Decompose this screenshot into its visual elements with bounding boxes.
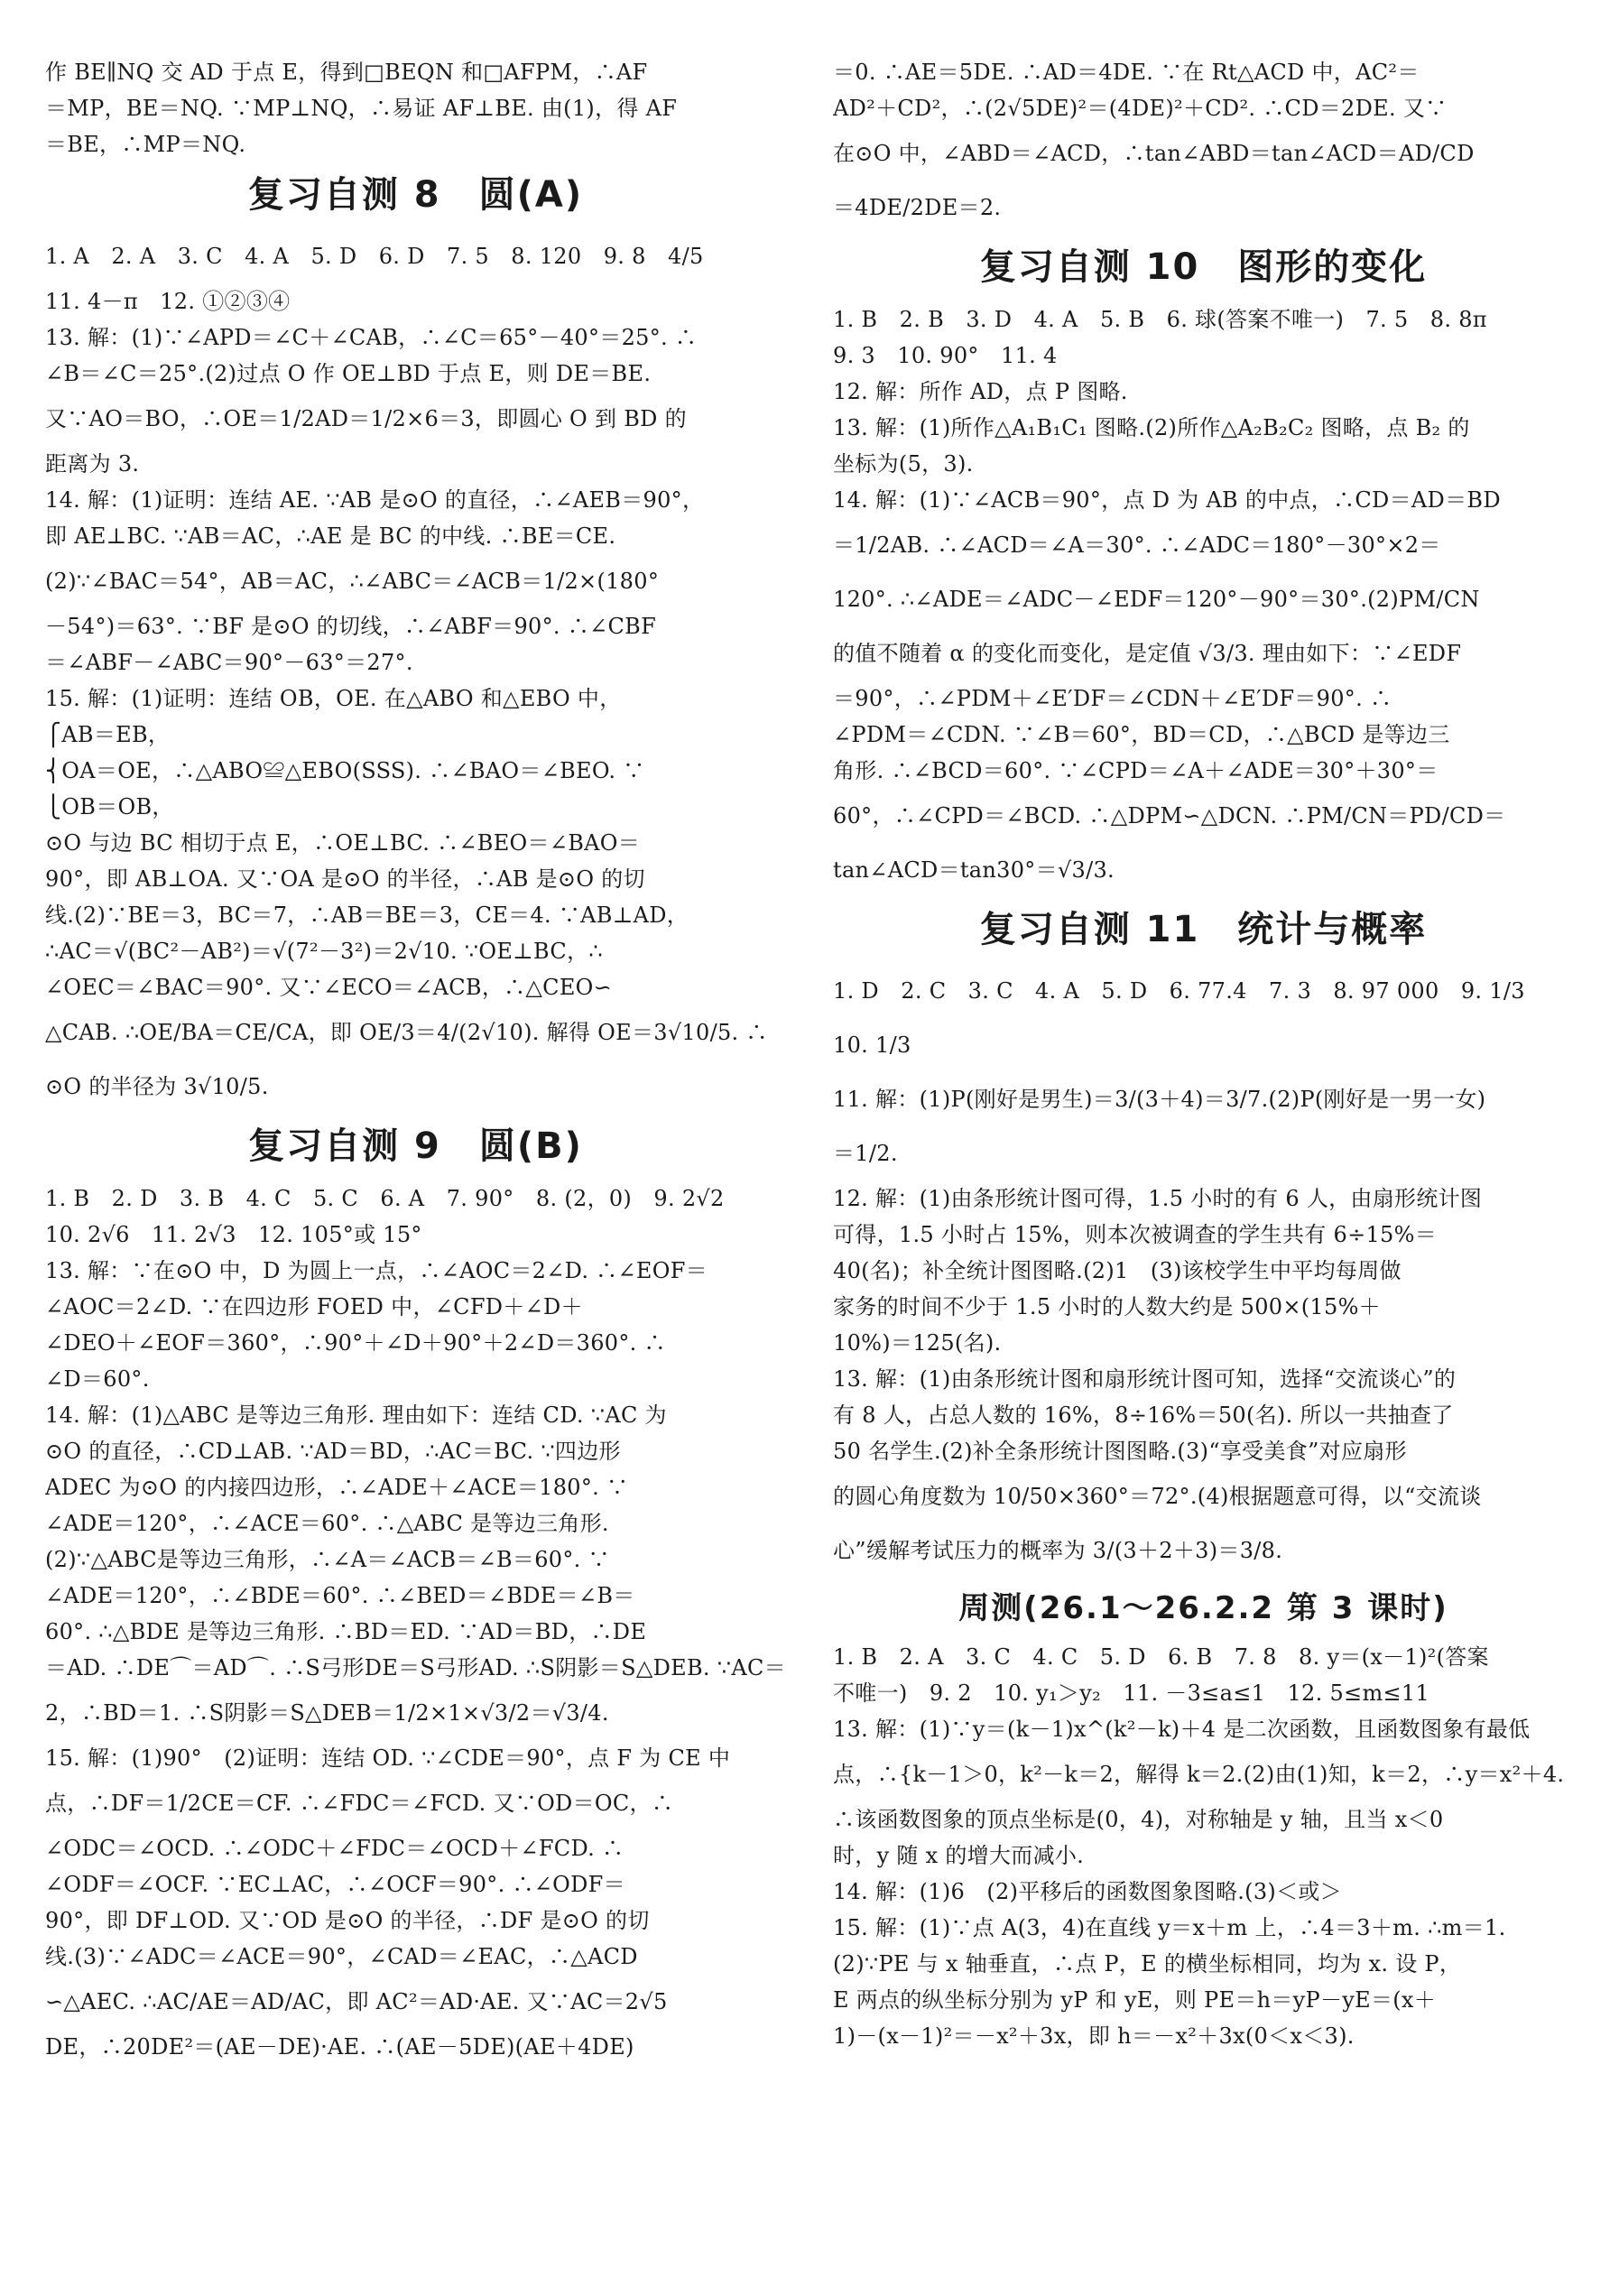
text-line: 坐标为(5，3). — [833, 451, 974, 477]
text-line: 14. 解：(1)∵∠ACB＝90°，点 D 为 AB 的中点，∴CD＝AD＝BD — [833, 487, 1501, 513]
text-line: 11. 解：(1)P(刚好是男生)＝3/(3＋4)＝3/7.(2)P(刚好是一男一女) — [833, 1087, 1486, 1112]
text-line: 即 AE⊥BC. ∵AB＝AC，∴AE 是 BC 的中线. ∴BE＝CE. — [45, 523, 616, 549]
text-line: ＝90°，∴∠PDM＋∠E′DF＝∠CDN＋∠E′DF＝90°. ∴ — [833, 686, 1392, 711]
left-column — [45, 54, 786, 2260]
text-line: 可得，1.5 小时占 15%，则本次被调查的学生共有 6÷15%＝ — [833, 1222, 1438, 1247]
text-line: ＝MP，BE＝NQ. ∵MP⊥NQ，∴易证 AF⊥BE. 由(1)，得 AF — [45, 96, 678, 121]
text-line: 在⊙O 中，∠ABD＝∠ACD，∴tan∠ABD＝tan∠ACD＝AD/CD — [833, 141, 1475, 166]
text-line: ∠ODC＝∠OCD. ∴∠ODC＋∠FDC＝∠OCD＋∠FCD. ∴ — [45, 1836, 624, 1861]
text-line: ＝1/2. — [833, 1141, 898, 1166]
text-line: 角形. ∴∠BCD＝60°. ∵∠CPD＝∠A＋∠ADE＝30°＋30°＝ — [833, 758, 1439, 783]
section-title: 复习自测 9 圆(B) — [248, 1125, 583, 1167]
section-title: 周测(26.1～26.2.2 第 3 课时) — [958, 1590, 1448, 1626]
text-line: (2)∵∠BAC＝54°，AB＝AC，∴∠ABC＝∠ACB＝1/2×(180° — [45, 569, 660, 594]
text-line: ＝∠ABF－∠ABC＝90°－63°＝27°. — [45, 650, 413, 675]
text-line: 14. 解：(1)6 (2)平移后的函数图象图略.(3)＜或＞ — [833, 1879, 1342, 1904]
text-line: 线.(2)∵BE＝3，BC＝7，∴AB＝BE＝3，CE＝4. ∵AB⊥AD， — [45, 903, 689, 928]
text-line: 的圆心角度数为 10/50×360°＝72°.(4)根据题意可得，以“交流谈 — [833, 1484, 1482, 1509]
text-line: ∠AOC＝2∠D. ∵在四边形 FOED 中，∠CFD＋∠D＋ — [45, 1294, 583, 1319]
section-title: 复习自测 8 圆(A) — [247, 174, 584, 216]
text-line: ∴该函数图象的顶点坐标是(0，4)，对称轴是 y 轴，且当 x＜0 — [833, 1807, 1444, 1832]
text-line: 50 名学生.(2)补全条形统计图图略.(3)“享受美食”对应扇形 — [833, 1439, 1407, 1464]
text-line: －54°)＝63°. ∵BF 是⊙O 的切线，∴∠ABF＝90°. ∴∠CBF — [45, 614, 657, 639]
text-line: ∠B＝∠C＝25°.(2)过点 O 作 OE⊥BD 于点 E，则 DE＝BE. — [45, 361, 652, 386]
section-title: 复习自测 11 统计与概率 — [979, 909, 1428, 950]
text-line: ⊙O 的半径为 3√10/5. — [45, 1074, 269, 1099]
text-line: ＝1/2AB. ∴∠ACD＝∠A＝30°. ∴∠ADC＝180°－30°×2＝ — [833, 532, 1441, 558]
text-line: 10. 1/3 — [833, 1032, 911, 1058]
text-line: 家务的时间不少于 1.5 小时的人数大约是 500×(15%＋ — [833, 1294, 1381, 1319]
text-line: 12. 解：(1)由条形统计图可得，1.5 小时的有 6 人，由扇形统计图 — [833, 1186, 1483, 1211]
text-line: 不唯一) 9. 2 10. y₁＞y₂ 11. －3≤a≤1 12. 5≤m≤11 — [833, 1680, 1430, 1706]
text-line: 线.(3)∵∠ADC＝∠ACE＝90°，∠CAD＝∠EAC，∴△ACD — [45, 1944, 638, 1969]
text-line: 90°，即 DF⊥OD. 又∵OD 是⊙O 的半径，∴DF 是⊙O 的切 — [45, 1908, 650, 1933]
text-line: ∠OEC＝∠BAC＝90°. 又∵∠ECO＝∠ACB，∴△CEO∽ — [45, 975, 613, 1000]
text-line: ⎩OB＝OB， — [45, 794, 174, 819]
text-line: 点，∴{k－1＞0，k²－k＝2，解得 k＝2.(2)由(1)知，k＝2，∴y＝x²＋4. — [833, 1762, 1565, 1787]
text-line: ⊙O 的直径，∴CD⊥AB. ∵AD＝BD，∴AC＝BC. ∵四边形 — [45, 1439, 621, 1464]
text-line: AD²＋CD²，∴(2√5DE)²＝(4DE)²＋CD². ∴CD＝2DE. 又∵ — [833, 96, 1448, 121]
text-line: 11. 4－π 12. ①②③④ — [45, 289, 291, 314]
text-line: ∠ADE＝120°，∴∠BDE＝60°. ∴∠BED＝∠BDE＝∠B＝ — [45, 1583, 635, 1608]
text-line: 1. D 2. C 3. C 4. A 5. D 6. 77.4 7. 3 8. 97 000 9. 1/3 — [833, 978, 1525, 1004]
text-line: ∽△AEC. ∴AC/AE＝AD/AC，即 AC²＝AD·AE. 又∵AC＝2√5 — [45, 1989, 668, 2014]
text-line: 时，y 随 x 的增大而减小. — [833, 1843, 1085, 1868]
text-line: ∠ODF＝∠OCF. ∵EC⊥AC，∴∠OCF＝90°. ∴∠ODF＝ — [45, 1872, 625, 1897]
text-line: tan∠ACD＝tan30°＝√3/3. — [833, 857, 1115, 883]
text-line: ⎧AB＝EB， — [45, 722, 171, 747]
text-line: ＝BE，∴MP＝NQ. — [45, 132, 246, 157]
text-line: 15. 解：(1)证明：连结 OB，OE. 在△ABO 和△EBO 中， — [45, 686, 622, 711]
text-line: (2)∵PE 与 x 轴垂直，∴点 P，E 的横坐标相同，均为 x. 设 P， — [833, 1951, 1462, 1977]
text-line: 13. 解：∵在⊙O 中，D 为圆上一点，∴∠AOC＝2∠D. ∴∠EOF＝ — [45, 1258, 708, 1283]
text-line: ⎨OA＝OE，∴△ABO≌△EBO(SSS). ∴∠BAO＝∠BEO. ∵ — [45, 758, 645, 783]
text-line: 又∵AO＝BO，∴OE＝1/2AD＝1/2×6＝3，即圆心 O 到 BD 的 — [45, 406, 687, 431]
text-line: ∠DEO＋∠EOF＝360°，∴90°＋∠D＋90°＋2∠D＝360°. ∴ — [45, 1330, 666, 1356]
text-line: 1. B 2. D 3. B 4. C 5. C 6. A 7. 90° 8. (2，0) 9. 2√2 — [45, 1186, 725, 1211]
text-line: 10%)＝125(名). — [833, 1330, 1002, 1356]
text-line: 1. B 2. A 3. C 4. C 5. D 6. B 7. 8 8. y＝(x－1)²(答案 — [833, 1644, 1489, 1670]
text-line: DE，∴20DE²＝(AE－DE)·AE. ∴(AE－5DE)(AE＋4DE) — [45, 2034, 634, 2060]
right-column — [833, 54, 1574, 2260]
text-line: 40(名)；补全统计图图略.(2)1 (3)该校学生中平均每周做 — [833, 1258, 1402, 1283]
text-line: 心”缓解考试压力的概率为 3/(3＋2＋3)＝3/8. — [833, 1538, 1283, 1563]
text-line: 2，∴BD＝1. ∴S阴影＝S△DEB＝1/2×1×√3/2＝√3/4. — [45, 1700, 609, 1726]
text-line: 13. 解：(1)所作△A₁B₁C₁ 图略.(2)所作△A₂B₂C₂ 图略，点 B₂ 的 — [833, 415, 1470, 440]
text-line: ∠PDM＝∠CDN. ∵∠B＝60°，BD＝CD，∴△BCD 是等边三 — [833, 722, 1450, 747]
text-line: 13. 解：(1)∵∠APD＝∠C＋∠CAB，∴∠C＝65°－40°＝25°. ∴ — [45, 325, 698, 350]
text-line: ∴AC＝√(BC²－AB²)＝√(7²－3²)＝2√10. ∵OE⊥BC，∴ — [45, 939, 603, 964]
text-line: 12. 解：所作 AD，点 P 图略. — [833, 379, 1128, 404]
text-line: ＝4DE/2DE＝2. — [833, 195, 1002, 220]
text-line: ＝0. ∴AE＝5DE. ∴AD＝4DE. ∵在 Rt△ACD 中，AC²＝ — [833, 60, 1420, 85]
text-line: 1. A 2. A 3. C 4. A 5. D 6. D 7. 5 8. 120 9. 8 4/5 — [45, 244, 704, 269]
text-line: △CAB. ∴OE/BA＝CE/CA，即 OE/3＝4/(2√10). 解得 OE＝3√10/5. ∴ — [45, 1020, 768, 1045]
text-line: 90°，即 AB⊥OA. 又∵OA 是⊙O 的半径，∴AB 是⊙O 的切 — [45, 866, 645, 892]
text-line: 有 8 人，占总人数的 16%，8÷16%＝50(名). 所以一共抽查了 — [833, 1403, 1454, 1428]
text-line: 60°. ∴△BDE 是等边三角形. ∴BD＝ED. ∵AD＝BD，∴DE — [45, 1619, 647, 1644]
text-line: 距离为 3. — [45, 451, 140, 477]
text-line: 点，∴DF＝1/2CE＝CF. ∴∠FDC＝∠FCD. 又∵OD＝OC，∴ — [45, 1791, 674, 1816]
text-line: 120°. ∴∠ADE＝∠ADC－∠EDF＝120°－90°＝30°.(2)PM/CN — [833, 587, 1480, 612]
text-line: ∠ADE＝120°，∴∠ACE＝60°. ∴△ABC 是等边三角形. — [45, 1511, 609, 1536]
text-line: 的值不随着 α 的变化而变化，是定值 √3/3. 理由如下：∵∠EDF — [833, 641, 1462, 666]
text-line: ⊙O 与边 BC 相切于点 E，∴OE⊥BC. ∴∠BEO＝∠BAO＝ — [45, 830, 641, 856]
text-line: 14. 解：(1)证明：连结 AE. ∵AB 是⊙O 的直径，∴∠AEB＝90°， — [45, 487, 705, 513]
text-line: 13. 解：(1)∵y＝(k－1)x^(k²－k)＋4 是二次函数，且函数图象有最低 — [833, 1717, 1531, 1742]
text-line: 15. 解：(1)∵点 A(3，4)在直线 y＝x＋m 上，∴4＝3＋m. ∴m＝1. — [833, 1915, 1506, 1940]
text-line: 15. 解：(1)90° (2)证明：连结 OD. ∵∠CDE＝90°，点 F 为 CE 中 — [45, 1745, 731, 1771]
text-line: 10. 2√6 11. 2√3 12. 105°或 15° — [45, 1222, 422, 1247]
text-line: (2)∵△ABC是等边三角形，∴∠A＝∠ACB＝∠B＝60°. ∵ — [45, 1547, 610, 1572]
text-line: 13. 解：(1)由条形统计图和扇形统计图可知，选择“交流谈心”的 — [833, 1366, 1457, 1392]
text-line: 1. B 2. B 3. D 4. A 5. B 6. 球(答案不唯一) 7. 5 8. 8π — [833, 307, 1487, 332]
text-line: ADEC 为⊙O 的内接四边形，∴∠ADE＋∠ACE＝180°. ∵ — [45, 1475, 629, 1500]
text-line: 14. 解：(1)△ABC 是等边三角形. 理由如下：连结 CD. ∵AC 为 — [45, 1403, 667, 1428]
text-line: 9. 3 10. 90° 11. 4 — [833, 343, 1058, 368]
text-line: 60°，∴∠CPD＝∠BCD. ∴△DPM∽△DCN. ∴PM/CN＝PD/CD＝ — [833, 803, 1506, 829]
text-line: 1)－(x－1)²＝－x²＋3x，即 h＝－x²＋3x(0＜x＜3). — [833, 2023, 1355, 2049]
text-line: ∠D＝60°. — [45, 1366, 150, 1392]
text-line: ＝AD. ∴DE⌒＝AD⌒. ∴S弓形DE＝S弓形AD. ∴S阴影＝S△DEB. ∵AC＝ — [45, 1655, 786, 1680]
text-line: E 两点的纵坐标分别为 yP 和 yE，则 PE＝h＝yP－yE＝(x＋ — [833, 1987, 1437, 2013]
text-line: 作 BE∥NQ 交 AD 于点 E，得到□BEQN 和□AFPM，∴AF — [45, 60, 648, 85]
section-title: 复习自测 10 图形的变化 — [979, 246, 1428, 288]
